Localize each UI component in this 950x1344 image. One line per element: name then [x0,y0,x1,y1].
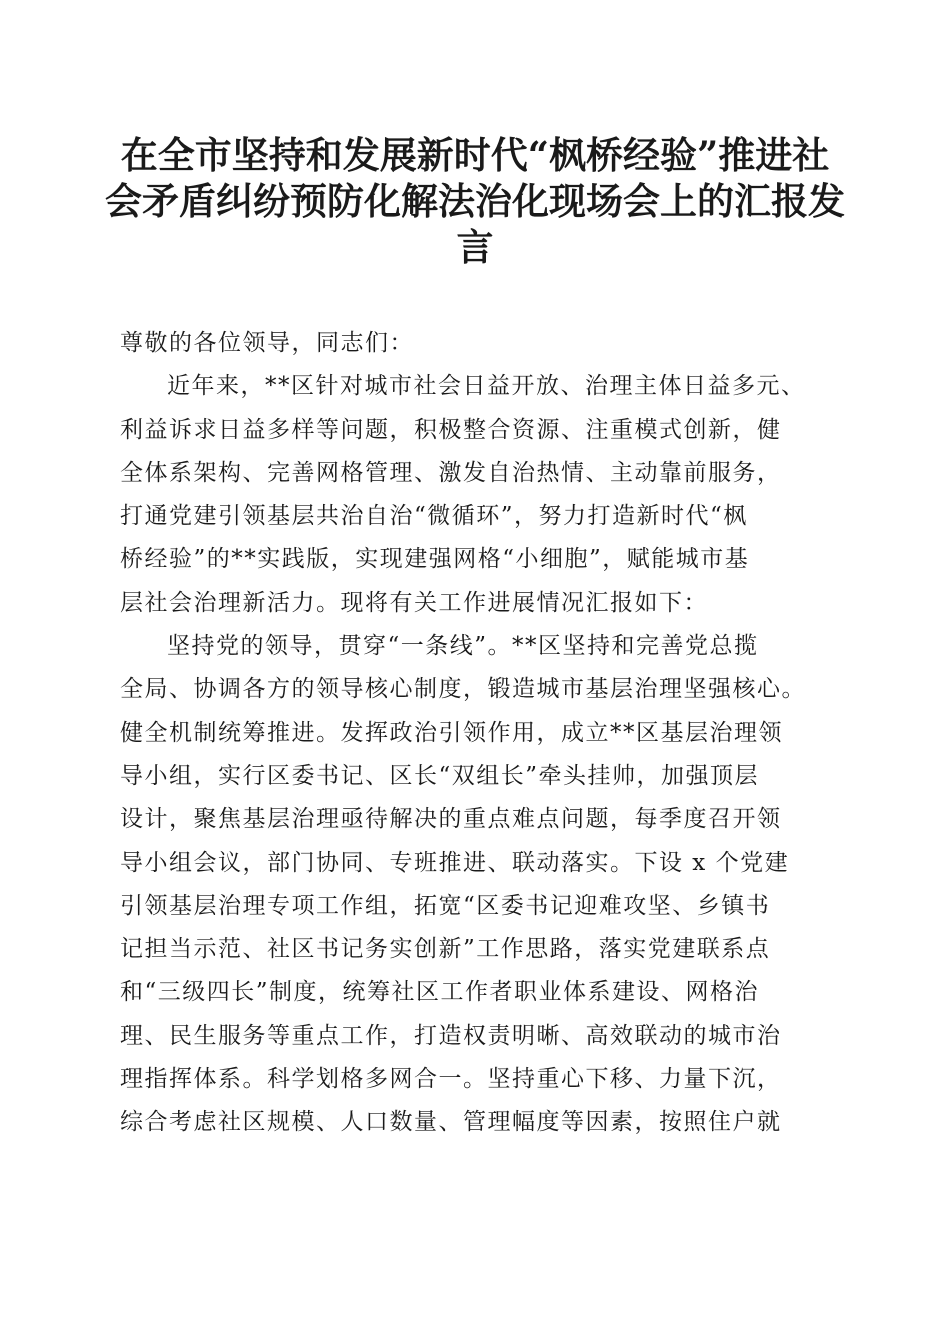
text-line: 全局、协调各方的领导核心制度，锻造城市基层治理坚强核心。 [120,676,806,703]
document-title [100,132,850,270]
title-line: 言 [456,225,494,269]
title-line: 在全市坚持和发展新时代“枫桥经验”推进社 [120,133,830,177]
text-line: 全体系架构、完善网格管理、激发自治热情、主动靠前服务， [120,459,782,486]
paragraph-intro [120,365,840,625]
text-line: 导小组，实行区委书记、区长“双组长”牵头挂帅，加强顶层 [120,762,760,789]
text-line: 近年来，**区针对城市社会日益开放、治理主体日益多元、 [167,373,806,400]
text-line: 桥经验”的**实践版，实现建强网格“小细胞”，赋能城市基 [120,546,750,573]
title-line: 会矛盾纠纷预防化解法治化现场会上的汇报发 [105,179,845,223]
text-line: 理、民生服务等重点工作，打造权责明晰、高效联动的城市治 [120,1022,782,1049]
text-line: 导小组会议，部门协同、专班推进、联动落实。下设 x 个党建 [120,849,790,876]
text-line: 记担当示范、社区书记务实创新”工作思路，落实党建联系点 [120,936,771,963]
text-line: 坚持党的领导，贯穿“一条线”。**区坚持和完善党总揽 [167,633,759,660]
text-line: 理指挥体系。科学划格多网合一。坚持重心下移、力量下沉， [120,1066,782,1093]
text-line: 设计，聚焦基层治理亟待解决的重点难点问题，每季度召开领 [120,806,782,833]
text-line: 打通党建引领基层共治自治“微循环”，努力打造新时代“枫 [120,503,748,530]
text-line: 和“三级四长”制度，统筹社区工作者职业体系建设、网格治 [120,979,760,1006]
salutation: 尊敬的各位领导，同志们： [120,330,414,356]
text-line: 层社会治理新活力。现将有关工作进展情况汇报如下： [120,589,708,616]
text-line: 健全机制统筹推进。发挥政治引领作用，成立**区基层治理领 [120,719,783,746]
text-line: 利益诉求日益多样等问题，积极整合资源、注重模式创新，健 [120,416,782,443]
document-body [120,322,840,1145]
text-line: 引领基层治理专项工作组，拓宽“区委书记迎难攻坚、乡镇书 [120,892,771,919]
paragraph-party-leadership [120,625,840,1145]
text-line: 综合考虑社区规模、人口数量、管理幅度等因素，按照住户就 [120,1109,782,1136]
